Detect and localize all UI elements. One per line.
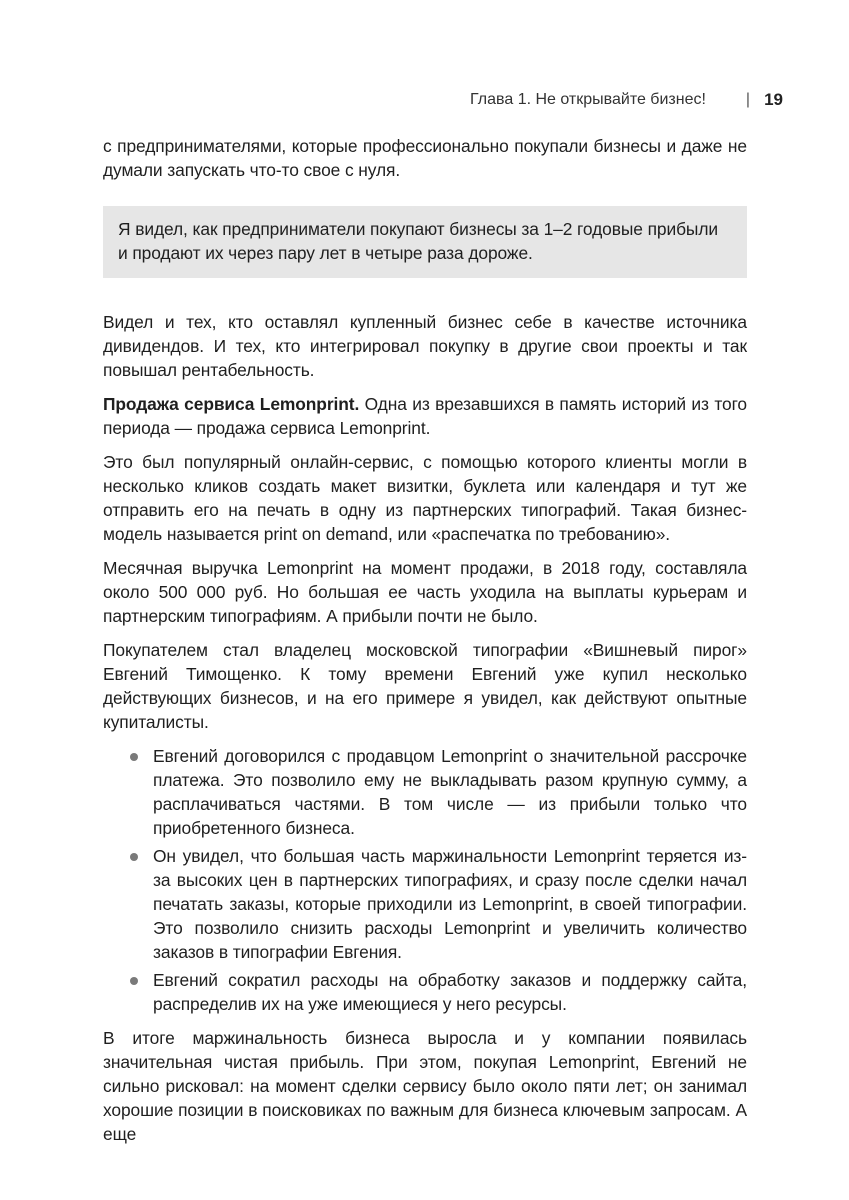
page-body [103, 134, 747, 1156]
list-item-text: Он увидел, что большая часть маржинальности Lemonprint теряется из-за высоких цен в партнерских типографиях, и сразу после сделки начал печатать заказы, которые приходили из Lemonprint, в своей типографии. Это позволило снизить расходы Lemonprint и увеличить количество заказов в типографии Евгения. [153, 846, 747, 962]
list-item [103, 844, 747, 964]
paragraph-intro: с предпринимателями, которые профессионально покупали бизнесы и даже не думали запускать что-то свое с нуля. [103, 136, 747, 180]
header-separator: | [745, 91, 751, 108]
list-item [103, 744, 747, 840]
paragraph-service-description: Это был популярный онлайн-сервис, с помощью которого клиенты могли в несколько кликов создать макет визитки, буклета или календаря и тут же отправить его на печать в одну из партнерских типографий. Такая бизнес-модель называется print on demand, или «распечатка по требованию». [103, 452, 747, 544]
callout-box [103, 206, 747, 278]
running-header [103, 88, 783, 112]
paragraph-revenue: Месячная выручка Lemonprint на момент продажи, в 2018 году, составляла около 500 000 руб. Но большая ее часть уходила на выплаты курьерам и партнерским типографиям. А прибыли почти не было. [103, 558, 747, 626]
paragraph-outcome: В итоге маржинальность бизнеса выросла и у компании появилась значительная чистая прибыль. При этом, покупая Lemonprint, Евгений не сильно рисковал: на момент сделки сервису было около пяти лет; он занимал хорошие позиции в поисковиках по важным для бизнеса ключевым запросам. А еще [103, 1028, 747, 1144]
list-item [103, 968, 747, 1016]
callout-text: Я видел, как предприниматели покупают бизнесы за 1–2 годовые прибыли и продают их через пару лет в четыре раза дороже. [118, 219, 718, 263]
bullet-list [103, 744, 747, 1016]
bullet-icon [130, 977, 138, 985]
page-number: 19 [764, 90, 783, 109]
paragraph-buyer: Покупателем стал владелец московской типографии «Вишневый пирог» Евгений Тимощенко. К тому времени Евгений уже купил несколько действующих бизнесов, и на его примере я увидел, как действуют опытные купиталисты. [103, 640, 747, 732]
chapter-title: Глава 1. Не открывайте бизнес! [470, 91, 706, 108]
list-item-text: Евгений договорился с продавцом Lemonprint о значительной рассрочке платежа. Это позволило ему не выкладывать разом крупную сумму, а расплачиваться частями. В том числе — из прибыли только что приобретенного бизнеса. [153, 746, 747, 838]
section-lead-text: Одна из врезавшихся в память историй из того периода — продажа сервиса Lemonprint. [103, 394, 747, 438]
list-item-text: Евгений сократил расходы на обработку заказов и поддержку сайта, распределив их на уже имеющиеся у него ресурсы. [153, 970, 747, 1014]
bullet-icon [130, 853, 138, 861]
paragraph-lemonprint-sale [103, 392, 747, 440]
section-lead-in: Продажа сервиса Lemonprint. [103, 394, 360, 414]
paragraph-dividends: Видел и тех, кто оставлял купленный бизнес себе в качестве источника дивидендов. И тех, кто интегрировал покупку в другие свои проекты и так повышал рентабельность. [103, 312, 747, 380]
bullet-icon [130, 753, 138, 761]
